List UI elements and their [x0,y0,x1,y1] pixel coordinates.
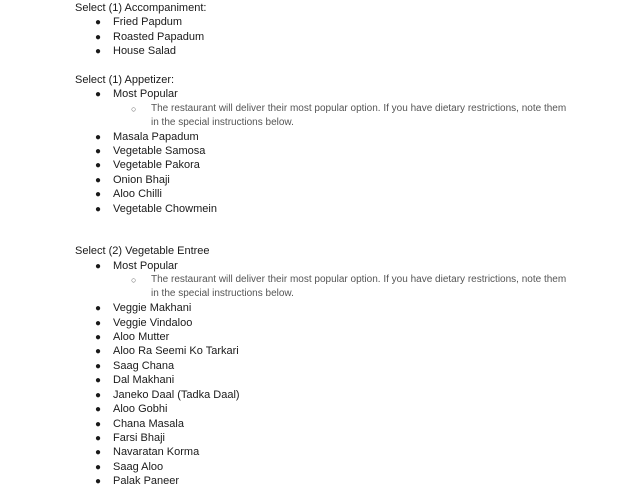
list-item: ● Saag Aloo [95,461,164,473]
bullet-icon: ● [95,17,102,28]
list-item: ● Saag Chana [95,360,175,372]
list-item: ● Dal Makhani [95,374,175,386]
bullet-icon: ● [95,46,102,57]
bullet-icon: ● [95,476,102,487]
bullet-icon: ● [95,204,102,215]
bullet-icon: ● [95,390,102,401]
section-heading-vegetable-entree: Select (2) Vegetable Entree [75,245,210,257]
bullet-icon: ● [95,346,102,357]
bullet-icon: ● [95,447,102,458]
list-item: ● Masala Papadum [95,131,199,143]
list-item: ● Janeko Daal (Tadka Daal) [95,389,240,401]
list-item: ● Chana Masala [95,418,184,430]
list-item: ● Aloo Ra Seemi Ko Tarkari [95,345,239,357]
list-item: ● Veggie Vindaloo [95,317,193,329]
list-item: ● Aloo Chilli [95,188,162,200]
bullet-icon: ● [95,175,102,186]
list-item: ● Aloo Mutter [95,331,170,343]
bullet-icon: ● [95,303,102,314]
list-item: ● House Salad [95,45,176,57]
list-item: ● Navaratan Korma [95,446,200,458]
bullet-icon: ● [95,419,102,430]
bullet-icon: ● [95,332,102,343]
bullet-icon: ● [95,318,102,329]
bullet-icon: ● [95,89,102,100]
section-heading-accompaniment: Select (1) Accompaniment: [75,2,207,14]
section-heading-appetizer: Select (1) Appetizer: [75,74,175,86]
sub-list-note: ○ The restaurant will deliver their most popular option. If you have dietary restrictions, note them in the special instructions below. [131,274,567,299]
list-item: ● Most Popular [95,260,178,272]
list-item: ● Veggie Makhani [95,302,192,314]
circle-bullet-icon: ○ [131,275,137,285]
list-item: ● Vegetable Chowmein [95,203,217,215]
list-item: ● Aloo Gobhi [95,403,168,415]
list-item: ● Most Popular [95,88,178,100]
list-item: ● Vegetable Samosa [95,145,206,157]
sub-list-note: ○ The restaurant will deliver their most popular option. If you have dietary restrictions, note them in the special instructions below. [131,103,567,128]
bullet-icon: ● [95,361,102,372]
bullet-icon: ● [95,160,102,171]
bullet-icon: ● [95,261,102,272]
bullet-icon: ● [95,404,102,415]
bullet-icon: ● [95,32,102,43]
list-item: ● Roasted Papadum [95,31,205,43]
list-item: ● Vegetable Pakora [95,159,200,171]
bullet-icon: ● [95,462,102,473]
list-item: ● Onion Bhaji [95,174,170,186]
bullet-icon: ● [95,146,102,157]
bullet-icon: ● [95,189,102,200]
list-item: ● Palak Paneer [95,475,180,487]
bullet-icon: ● [95,132,102,143]
bullet-icon: ● [95,433,102,444]
list-item: ● Fried Papdum [95,16,183,28]
list-item: ● Farsi Bhaji [95,432,165,444]
circle-bullet-icon: ○ [131,104,137,114]
bullet-icon: ● [95,375,102,386]
